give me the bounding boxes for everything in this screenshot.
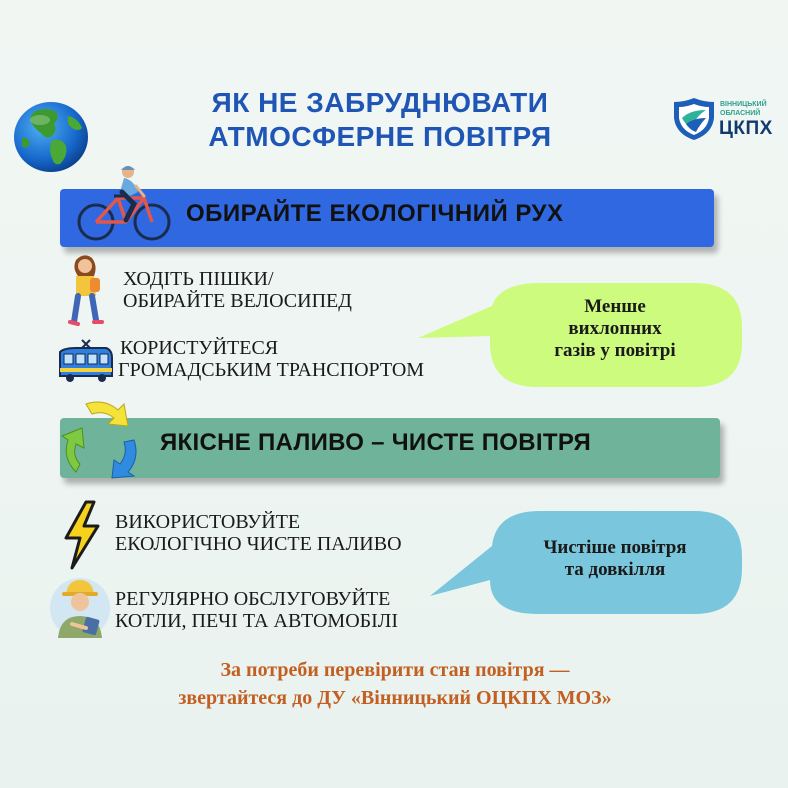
bubble-clean-air-text: Чистіше повітря та довкілля	[543, 537, 687, 580]
lightning-icon	[62, 500, 102, 570]
list-item-transport: КОРИСТУЙТЕСЯ ГРОМАДСЬКИМ ТРАНСПОРТОМ	[118, 337, 425, 381]
logo-shield-icon	[672, 96, 716, 142]
recycle-icon	[58, 398, 148, 480]
tram-icon	[56, 338, 114, 384]
page-title	[150, 86, 610, 154]
footer-note: За потреби перевірити стан повітря — звертайтеся до ДУ «Вінницький ОЦКПХ МОЗ»	[178, 659, 612, 709]
list-item-walk: ХОДІТЬ ПІШКИ/ ОБИРАЙТЕ ВЕЛОСИПЕД	[123, 268, 352, 312]
banner-eco-movement-text: ОБИРАЙТЕ ЕКОЛОГІЧНИЙ РУХ	[186, 200, 564, 227]
banner-clean-fuel-text: ЯКІСНЕ ПАЛИВО – ЧИСТЕ ПОВІТРЯ	[160, 429, 592, 456]
title-line-2: АТМОСФЕРНЕ ПОВІТРЯ	[208, 121, 552, 152]
title-line-1: ЯК НЕ ЗАБРУДНЮВАТИ	[211, 87, 549, 118]
list-item-maintenance: РЕГУЛЯРНО ОБСЛУГОВУЙТЕ КОТЛИ, ПЕЧІ ТА АВТОМОБІЛІ	[115, 588, 399, 632]
worker-icon	[50, 574, 110, 640]
logo-acronym: ЦКПХ	[719, 118, 773, 139]
bubble-exhaust-text: Менше вихлопних газів у повітрі	[554, 296, 676, 361]
walking-girl-icon	[64, 252, 108, 328]
list-item-clean-fuel: ВИКОРИСТОВУЙТЕ ЕКОЛОГІЧНО ЧИСТЕ ПАЛИВО	[115, 511, 402, 555]
cyclist-icon	[74, 162, 174, 246]
logo-caption: ВІННИЦЬКИЙ ОБЛАСНИЙ	[720, 101, 767, 117]
